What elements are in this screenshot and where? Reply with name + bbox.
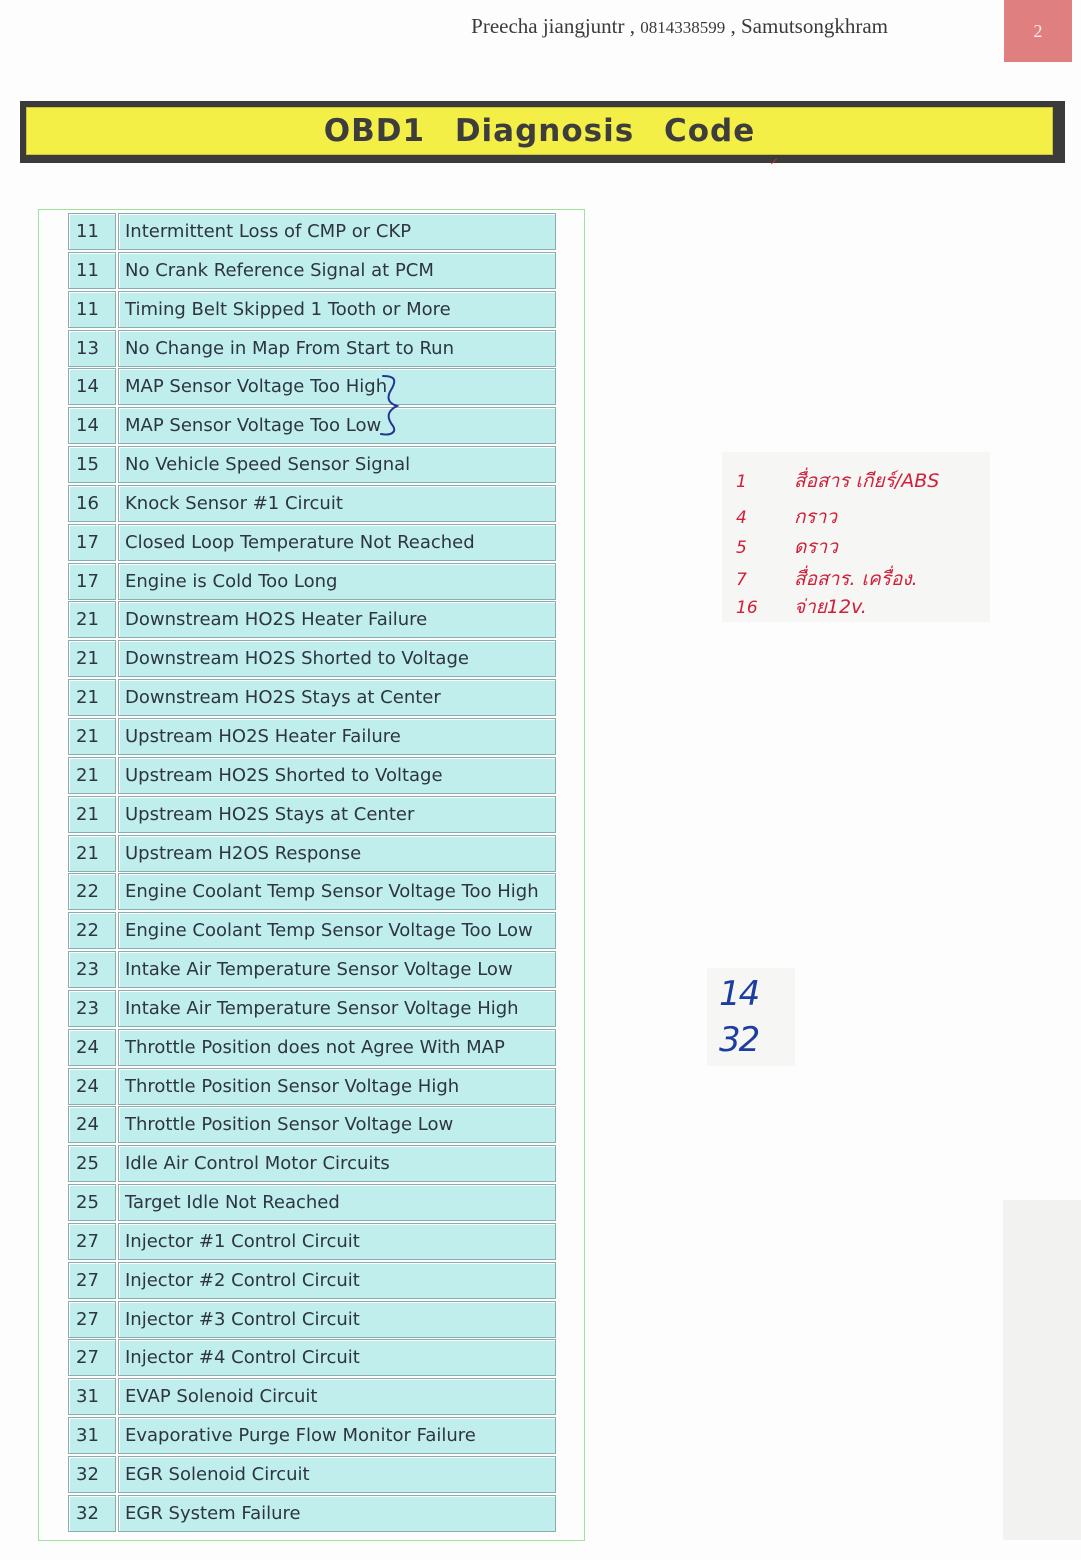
description-cell: No Vehicle Speed Sensor Signal bbox=[118, 446, 556, 483]
code-cell: 17 bbox=[68, 563, 116, 600]
description-cell: Downstream HO2S Heater Failure bbox=[118, 601, 556, 638]
table-row bbox=[68, 912, 558, 949]
page-number-tab: 2 bbox=[1004, 0, 1072, 62]
description-cell: Injector #4 Control Circuit bbox=[118, 1339, 556, 1376]
table-row bbox=[68, 1184, 558, 1221]
red-note-line bbox=[722, 532, 838, 562]
code-cell: 16 bbox=[68, 485, 116, 522]
code-cell: 25 bbox=[68, 1184, 116, 1221]
code-cell: 27 bbox=[68, 1301, 116, 1338]
code-cell: 27 bbox=[68, 1339, 116, 1376]
code-cell: 22 bbox=[68, 912, 116, 949]
code-cell: 32 bbox=[68, 1456, 116, 1493]
red-note-text: กราว bbox=[794, 506, 838, 528]
code-cell: 21 bbox=[68, 796, 116, 833]
table-row bbox=[68, 1339, 558, 1376]
description-cell: Timing Belt Skipped 1 Tooth or More bbox=[118, 291, 556, 328]
blue-handwritten-code: 32 bbox=[719, 1020, 759, 1060]
table-row bbox=[68, 718, 558, 755]
description-cell: Downstream HO2S Stays at Center bbox=[118, 679, 556, 716]
code-cell: 11 bbox=[68, 213, 116, 250]
table-row bbox=[68, 524, 558, 561]
code-cell: 23 bbox=[68, 951, 116, 988]
table-row bbox=[68, 951, 558, 988]
red-note-number: 16 bbox=[736, 598, 758, 618]
table-row bbox=[68, 640, 558, 677]
red-note-line bbox=[722, 502, 837, 532]
table-row bbox=[68, 601, 558, 638]
page-title: OBD1 Diagnosis Code bbox=[323, 113, 756, 149]
table-row bbox=[68, 1456, 558, 1493]
title-banner bbox=[20, 101, 1065, 163]
table-row bbox=[68, 291, 558, 328]
table-row bbox=[68, 1301, 558, 1338]
blue-handwritten-code: 14 bbox=[719, 974, 759, 1014]
table-row bbox=[68, 485, 558, 522]
code-cell: 11 bbox=[68, 291, 116, 328]
code-cell: 24 bbox=[68, 1106, 116, 1143]
description-cell: Throttle Position Sensor Voltage High bbox=[118, 1068, 556, 1105]
table-row bbox=[68, 1417, 558, 1454]
code-cell: 14 bbox=[68, 368, 116, 405]
table-row bbox=[68, 835, 558, 872]
code-cell: 15 bbox=[68, 446, 116, 483]
table-row bbox=[68, 1262, 558, 1299]
red-note-text: จ่าย12v. bbox=[794, 596, 867, 618]
code-cell: 13 bbox=[68, 330, 116, 367]
description-cell: Injector #2 Control Circuit bbox=[118, 1262, 556, 1299]
table-row bbox=[68, 330, 558, 367]
red-note-text: ดราว bbox=[794, 536, 838, 558]
table-row bbox=[68, 252, 558, 289]
code-cell: 11 bbox=[68, 252, 116, 289]
diagnosis-code-table bbox=[68, 213, 558, 1534]
description-cell: Upstream HO2S Stays at Center bbox=[118, 796, 556, 833]
code-cell: 22 bbox=[68, 873, 116, 910]
description-cell: EVAP Solenoid Circuit bbox=[118, 1378, 556, 1415]
description-cell: Downstream HO2S Shorted to Voltage bbox=[118, 640, 556, 677]
description-cell: Throttle Position Sensor Voltage Low bbox=[118, 1106, 556, 1143]
handwritten-blue-codes bbox=[707, 968, 795, 1066]
table-row bbox=[68, 679, 558, 716]
description-cell: Upstream HO2S Heater Failure bbox=[118, 718, 556, 755]
description-cell: Intake Air Temperature Sensor Voltage Low bbox=[118, 951, 556, 988]
table-row bbox=[68, 1068, 558, 1105]
description-cell: Closed Loop Temperature Not Reached bbox=[118, 524, 556, 561]
red-pen-mark: ⸝ bbox=[770, 148, 779, 167]
description-cell: EGR Solenoid Circuit bbox=[118, 1456, 556, 1493]
code-cell: 21 bbox=[68, 718, 116, 755]
table-row bbox=[68, 368, 558, 405]
red-note-number: 5 bbox=[736, 538, 747, 558]
table-row bbox=[68, 213, 558, 250]
table-row bbox=[68, 1106, 558, 1143]
code-cell: 17 bbox=[68, 524, 116, 561]
table-row bbox=[68, 757, 558, 794]
description-cell: Engine Coolant Temp Sensor Voltage Too Low bbox=[118, 912, 556, 949]
table-row bbox=[68, 1378, 558, 1415]
code-cell: 21 bbox=[68, 640, 116, 677]
code-cell: 27 bbox=[68, 1262, 116, 1299]
description-cell: Injector #3 Control Circuit bbox=[118, 1301, 556, 1338]
table-row bbox=[68, 1223, 558, 1260]
red-note-line bbox=[722, 466, 939, 496]
description-cell: Idle Air Control Motor Circuits bbox=[118, 1145, 556, 1182]
code-cell: 14 bbox=[68, 407, 116, 444]
description-cell: Upstream H2OS Response bbox=[118, 835, 556, 872]
description-cell: Upstream HO2S Shorted to Voltage bbox=[118, 757, 556, 794]
table-row bbox=[68, 1495, 558, 1532]
red-note-line bbox=[722, 564, 918, 594]
red-note-number: 1 bbox=[736, 472, 747, 492]
red-note-text: สื่อสาร. เครื่อง. bbox=[794, 568, 918, 590]
code-cell: 24 bbox=[68, 1029, 116, 1066]
code-cell: 21 bbox=[68, 757, 116, 794]
handwritten-red-notes bbox=[722, 452, 990, 622]
header-author-line bbox=[471, 14, 888, 39]
red-note-line bbox=[722, 592, 867, 622]
description-cell: Injector #1 Control Circuit bbox=[118, 1223, 556, 1260]
description-cell: EGR System Failure bbox=[118, 1495, 556, 1532]
header-phone: 0814338599 bbox=[640, 18, 726, 37]
table-row bbox=[68, 796, 558, 833]
scan-edge-strip bbox=[1003, 1200, 1081, 1540]
description-cell: MAP Sensor Voltage Too Low bbox=[118, 407, 556, 444]
code-cell: 21 bbox=[68, 601, 116, 638]
table-row bbox=[68, 446, 558, 483]
title-banner-inner bbox=[26, 107, 1053, 155]
description-cell: No Change in Map From Start to Run bbox=[118, 330, 556, 367]
handwritten-brace-mark bbox=[377, 372, 405, 442]
table-row bbox=[68, 1029, 558, 1066]
description-cell: Target Idle Not Reached bbox=[118, 1184, 556, 1221]
code-cell: 31 bbox=[68, 1417, 116, 1454]
table-row bbox=[68, 563, 558, 600]
code-cell: 31 bbox=[68, 1378, 116, 1415]
red-note-number: 4 bbox=[736, 508, 747, 528]
description-cell: Intake Air Temperature Sensor Voltage High bbox=[118, 990, 556, 1027]
description-cell: Throttle Position does not Agree With MAP bbox=[118, 1029, 556, 1066]
code-cell: 25 bbox=[68, 1145, 116, 1182]
code-cell: 23 bbox=[68, 990, 116, 1027]
code-cell: 32 bbox=[68, 1495, 116, 1532]
description-cell: Intermittent Loss of CMP or CKP bbox=[118, 213, 556, 250]
description-cell: MAP Sensor Voltage Too High bbox=[118, 368, 556, 405]
header-name: Preecha jiangjuntr , bbox=[471, 14, 635, 38]
table-row bbox=[68, 873, 558, 910]
code-cell: 21 bbox=[68, 835, 116, 872]
description-cell: Engine is Cold Too Long bbox=[118, 563, 556, 600]
table-row bbox=[68, 407, 558, 444]
code-cell: 24 bbox=[68, 1068, 116, 1105]
red-note-text: สื่อสาร เกียร์/ABS bbox=[794, 470, 940, 492]
header-location: , Samutsongkhram bbox=[730, 14, 888, 38]
code-cell: 21 bbox=[68, 679, 116, 716]
description-cell: Engine Coolant Temp Sensor Voltage Too High bbox=[118, 873, 556, 910]
page-header bbox=[0, 0, 1000, 58]
table-row bbox=[68, 1145, 558, 1182]
description-cell: Knock Sensor #1 Circuit bbox=[118, 485, 556, 522]
code-cell: 27 bbox=[68, 1223, 116, 1260]
table-row bbox=[68, 990, 558, 1027]
red-note-number: 7 bbox=[736, 570, 747, 590]
description-cell: No Crank Reference Signal at PCM bbox=[118, 252, 556, 289]
description-cell: Evaporative Purge Flow Monitor Failure bbox=[118, 1417, 556, 1454]
